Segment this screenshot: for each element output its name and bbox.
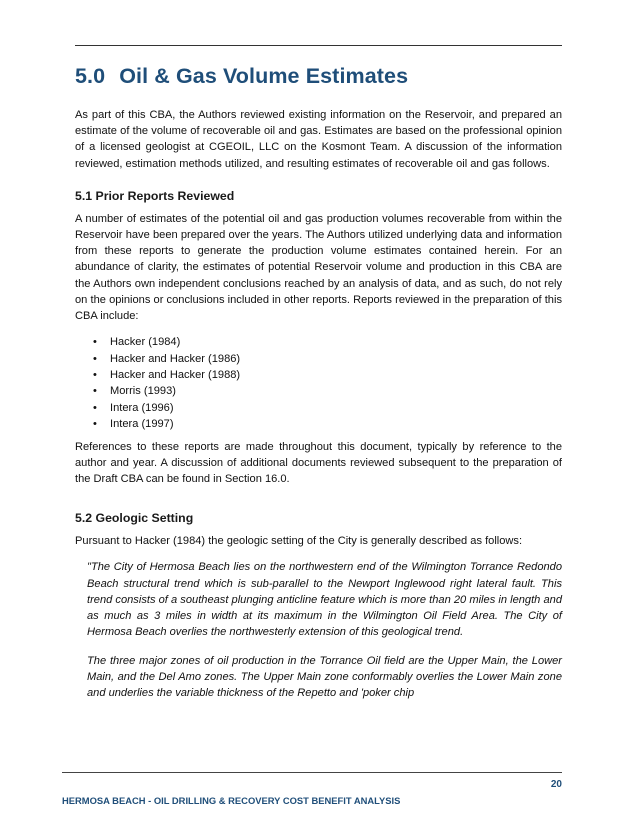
bullet-icon: •: [93, 418, 97, 431]
footer-rule: [62, 772, 562, 773]
bullet-icon: •: [93, 369, 97, 382]
list-item: • Intera (1996): [75, 400, 562, 416]
list-item: • Hacker and Hacker (1988): [75, 367, 562, 383]
intro-paragraph: As part of this CBA, the Authors reviewed existing information on the Reservoir, and prepared an estimate of the volume of recoverable oil and gas. Estimates are based on the professional opinion of a licensed geologist at CGEOIL, LLC on the Kosmont Team. A discussion of the information reviewed, estimation methods utilized, and resulting estimates of recoverable oil and gas follows.: [75, 109, 562, 170]
subsection-heading-5-1: 5.1 Prior Reports Reviewed: [75, 188, 235, 203]
header-rule: [75, 45, 562, 46]
list-item: • Hacker (1984): [75, 334, 562, 350]
prior-reports-paragraph: A number of estimates of the potential oil and gas production volumes recoverable from within the Reservoir have been prepared over the years. The Authors utilized underlying data and information from these reports to generate the production volume estimates contained herein. For an abundance of clarity, the estimates of potential Reservoir volume and production in this CBA are the Authors own independent conclusions reached by an analysis of data, and as such, do not rely on the opinions or conclusions included in other reports. Reports reviewed in the preparation of this CBA include:: [75, 212, 562, 323]
bullet-icon: •: [93, 385, 97, 398]
page-content: [75, 64, 562, 701]
footer-title: HERMOSA BEACH - OIL DRILLING & RECOVERY COST BENEFIT ANALYSIS: [62, 795, 401, 806]
section-title: Oil & Gas Volume Estimates: [119, 64, 409, 88]
list-item: • Morris (1993): [75, 383, 562, 399]
list-item: • Intera (1997): [75, 416, 562, 432]
page-number: 20: [550, 779, 562, 790]
bullet-icon: •: [93, 401, 97, 414]
reports-list: [75, 334, 562, 432]
bullet-icon: •: [93, 336, 97, 349]
section-heading: [75, 64, 562, 89]
quote-paragraph-2: The three major zones of oil production in the Torrance Oil field are the Upper Main, the Lower Main, and the Del Amo zones. The Upper Main zone conformably overlies the Lower Main zone and underlies the variable thickness of the Repetto and 'poker chip: [87, 654, 562, 699]
section-number: 5.0: [75, 64, 106, 88]
bullet-icon: •: [93, 352, 97, 365]
subsection-heading-5-2: 5.2 Geologic Setting: [75, 511, 194, 526]
list-item: • Hacker and Hacker (1986): [75, 351, 562, 367]
references-paragraph: References to these reports are made throughout this document, typically by reference to the author and year. A discussion of additional documents reviewed subsequent to the preparation of the Draft CBA can be found in Section 16.0.: [75, 440, 562, 486]
geologic-intro-paragraph: Pursuant to Hacker (1984) the geologic setting of the City is generally described as follows:: [75, 535, 523, 548]
quote-paragraph-1: "The City of Hermosa Beach lies on the northwestern end of the Wilmington Torrance Redondo Beach structural trend which is sub-parallel to the Newport Inglewood right lateral fault. This trend consists of a southeast plunging anticline feature which is more than 20 miles in length and as much as 3 miles in width at its maximum in the Wilmington Oil Field Area. The City of Hermosa Beach overlies the northwesterly extension of this geological trend.: [87, 561, 562, 639]
